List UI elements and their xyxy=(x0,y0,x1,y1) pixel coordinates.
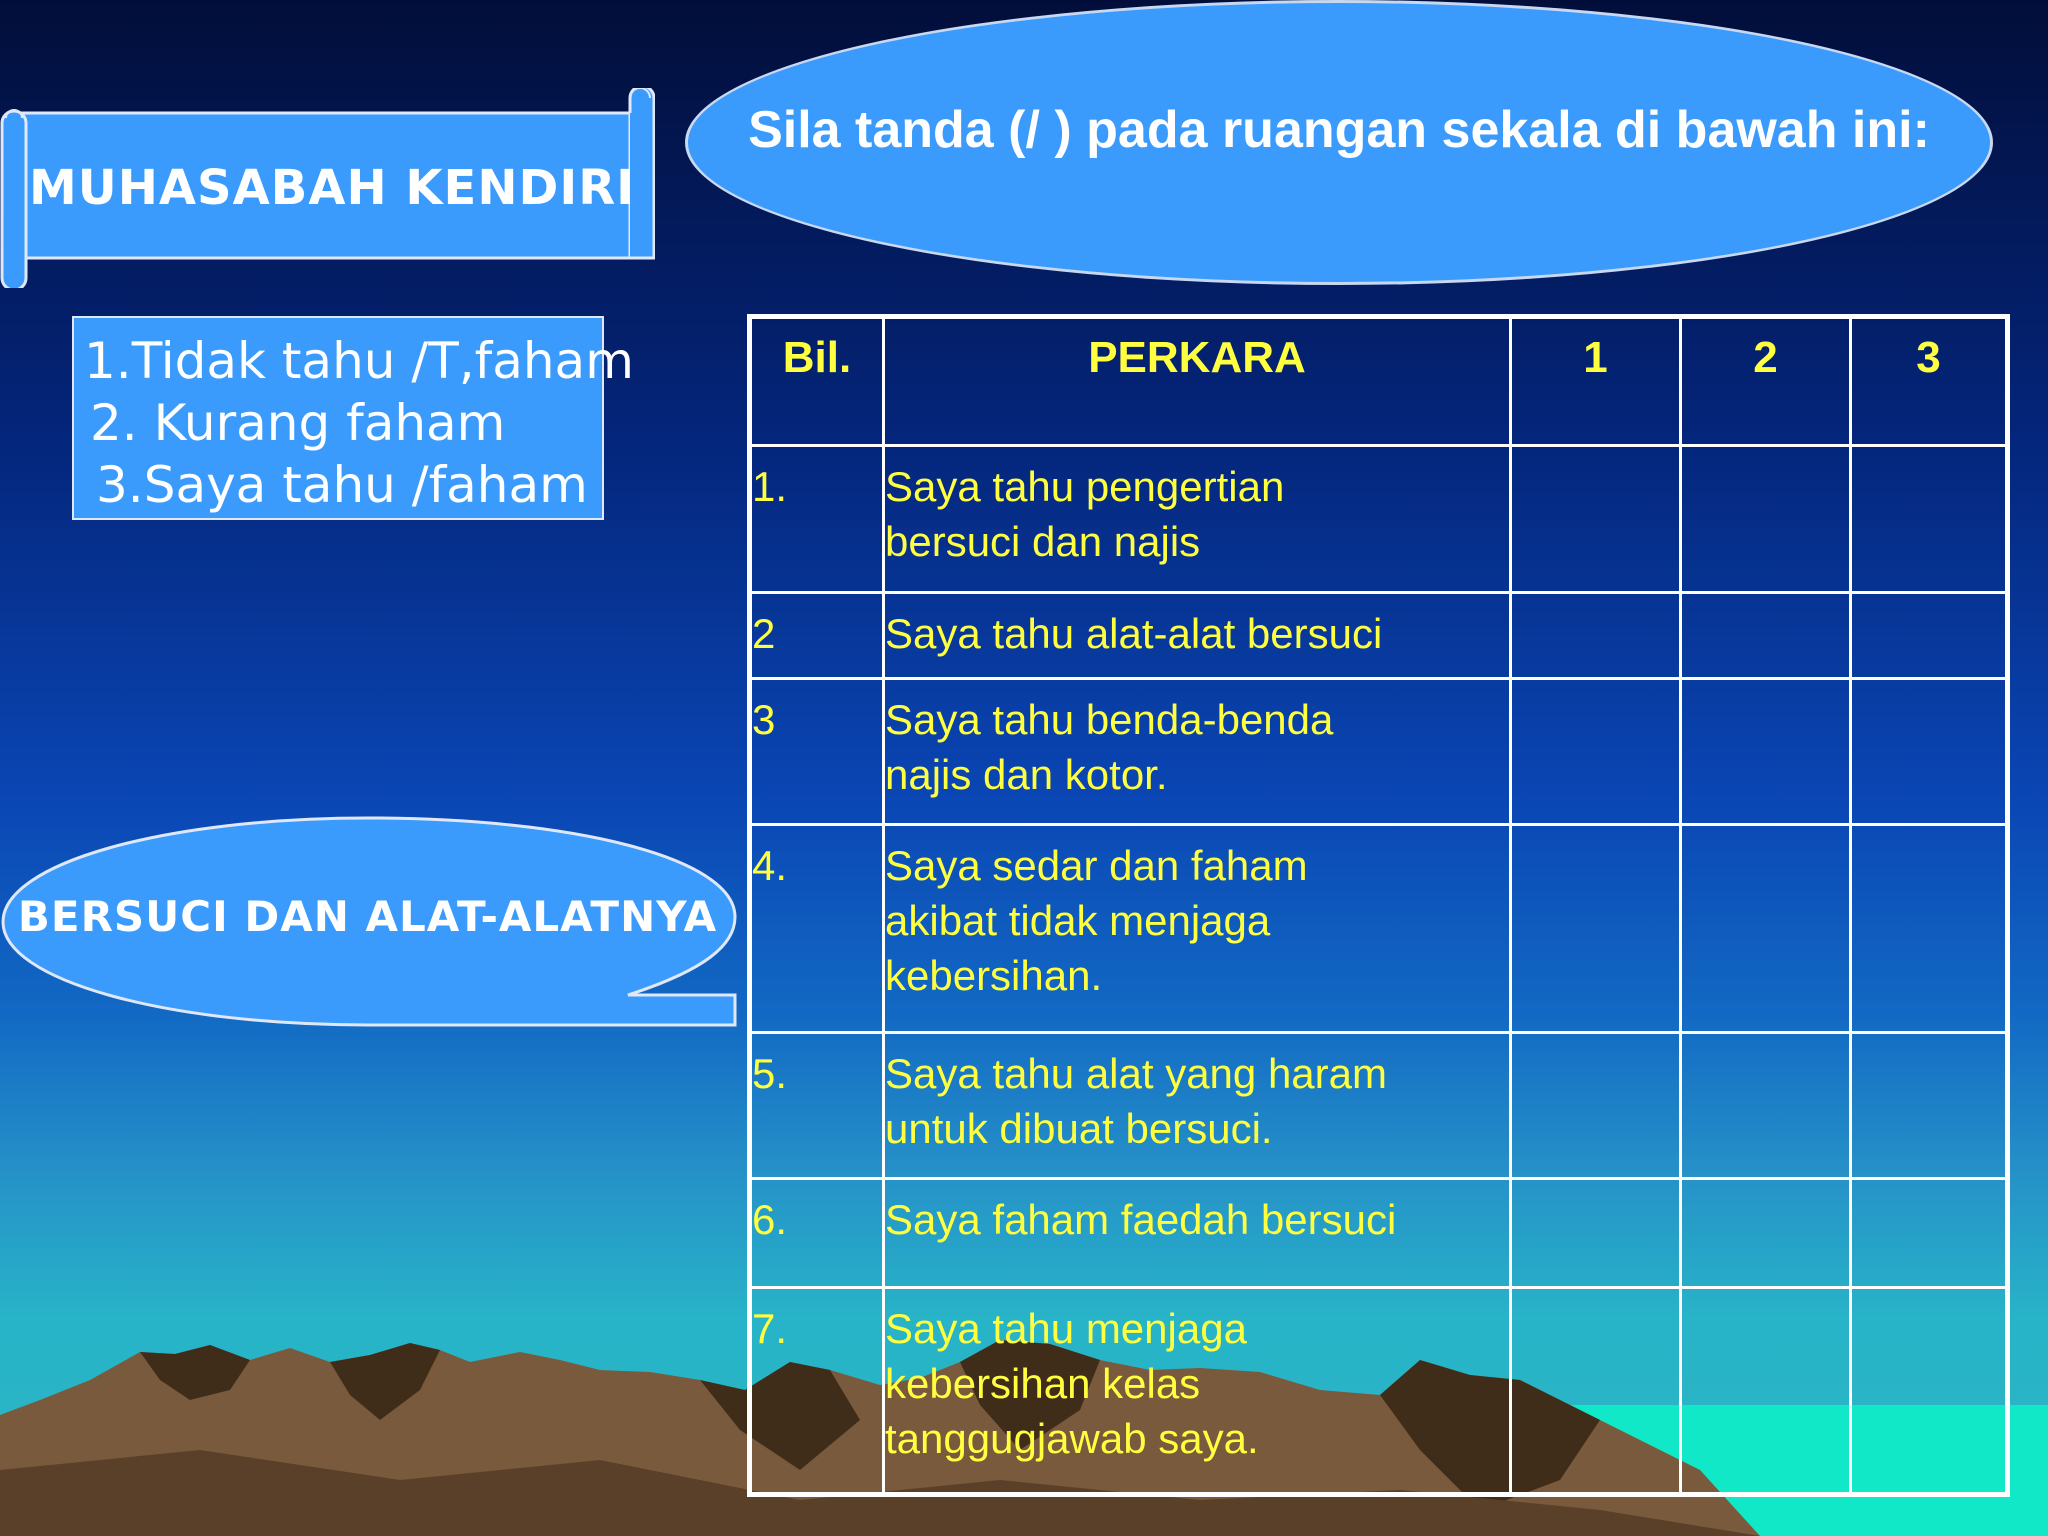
scale-cell-1[interactable] xyxy=(1511,446,1681,592)
statement-line: Saya tahu benda-benda xyxy=(885,695,1334,743)
header-scale-2: 2 xyxy=(1681,317,1851,446)
statement-line: Saya tahu alat yang haram xyxy=(885,1049,1387,1097)
scale-cell-3[interactable] xyxy=(1851,678,2008,824)
table-row xyxy=(750,1288,2008,1495)
header-scale-1: 1 xyxy=(1511,317,1681,446)
row-number: 1. xyxy=(750,446,884,592)
scale-cell-3[interactable] xyxy=(1851,446,2008,592)
row-number: 3 xyxy=(750,678,884,824)
scale-cell-1[interactable] xyxy=(1511,592,1681,678)
table-row xyxy=(750,1032,2008,1178)
scale-cell-2[interactable] xyxy=(1681,446,1851,592)
row-statement xyxy=(884,592,1511,678)
statement-line: untuk dibuat bersuci. xyxy=(885,1104,1273,1152)
scale-cell-2[interactable] xyxy=(1681,592,1851,678)
statement-line: Saya tahu menjaga xyxy=(885,1305,1247,1353)
row-statement xyxy=(884,446,1511,592)
header-bil: Bil. xyxy=(750,317,884,446)
scale-cell-1[interactable] xyxy=(1511,825,1681,1033)
statement-line: kebersihan kelas xyxy=(885,1360,1201,1408)
self-assessment-table xyxy=(747,314,2010,1497)
statement-line: bersuci dan najis xyxy=(885,518,1201,566)
scale-cell-2[interactable] xyxy=(1681,1032,1851,1178)
scale-cell-3[interactable] xyxy=(1851,592,2008,678)
statement-line: Saya faham faedah bersuci xyxy=(885,1196,1397,1244)
scale-cell-1[interactable] xyxy=(1511,1288,1681,1495)
scale-cell-3[interactable] xyxy=(1851,1032,2008,1178)
statement-line: najis dan kotor. xyxy=(885,750,1168,798)
legend-item-3: 3.Saya tahu /faham xyxy=(96,456,588,514)
row-statement xyxy=(884,1032,1511,1178)
scale-cell-2[interactable] xyxy=(1681,678,1851,824)
scale-cell-2[interactable] xyxy=(1681,825,1851,1033)
row-statement xyxy=(884,1288,1511,1495)
statement-line: Saya sedar dan faham xyxy=(885,842,1308,890)
table-header-row xyxy=(750,317,2008,446)
statement-line: akibat tidak menjaga xyxy=(885,897,1271,945)
table-row xyxy=(750,1179,2008,1288)
row-statement xyxy=(884,678,1511,824)
row-number: 7. xyxy=(750,1288,884,1495)
header-scale-3: 3 xyxy=(1851,317,2008,446)
row-statement xyxy=(884,1179,1511,1288)
scale-cell-3[interactable] xyxy=(1851,1288,2008,1495)
table-row xyxy=(750,592,2008,678)
instruction-text: Sila tanda (/ ) pada ruangan sekala di bawah ini: xyxy=(748,101,1930,159)
scale-cell-3[interactable] xyxy=(1851,825,2008,1033)
row-statement xyxy=(884,825,1511,1033)
statement-line: Saya tahu alat-alat bersuci xyxy=(885,609,1383,657)
table-row xyxy=(750,825,2008,1033)
row-number: 2 xyxy=(750,592,884,678)
row-number: 4. xyxy=(750,825,884,1033)
scale-cell-1[interactable] xyxy=(1511,678,1681,824)
row-number: 5. xyxy=(750,1032,884,1178)
scale-cell-2[interactable] xyxy=(1681,1179,1851,1288)
legend-item-2: 2. Kurang faham xyxy=(90,394,506,452)
scale-cell-2[interactable] xyxy=(1681,1288,1851,1495)
scale-legend xyxy=(72,316,634,520)
table-row xyxy=(750,446,2008,592)
table-row xyxy=(750,678,2008,824)
statement-line: kebersihan. xyxy=(885,952,1103,1000)
header-perkara: PERKARA xyxy=(884,317,1511,446)
statement-line: Saya tahu pengertian xyxy=(885,463,1285,511)
row-number: 6. xyxy=(750,1179,884,1288)
statement-line: tanggugjawab saya. xyxy=(885,1415,1259,1463)
scale-cell-1[interactable] xyxy=(1511,1032,1681,1178)
topic-text: BERSUCI DAN ALAT-ALATNYA xyxy=(17,892,718,941)
scale-cell-1[interactable] xyxy=(1511,1179,1681,1288)
legend-item-1: 1.Tidak tahu /T,faham xyxy=(84,332,634,390)
scale-cell-3[interactable] xyxy=(1851,1179,2008,1288)
banner-title: MUHASABAH KENDIRI xyxy=(28,160,636,216)
